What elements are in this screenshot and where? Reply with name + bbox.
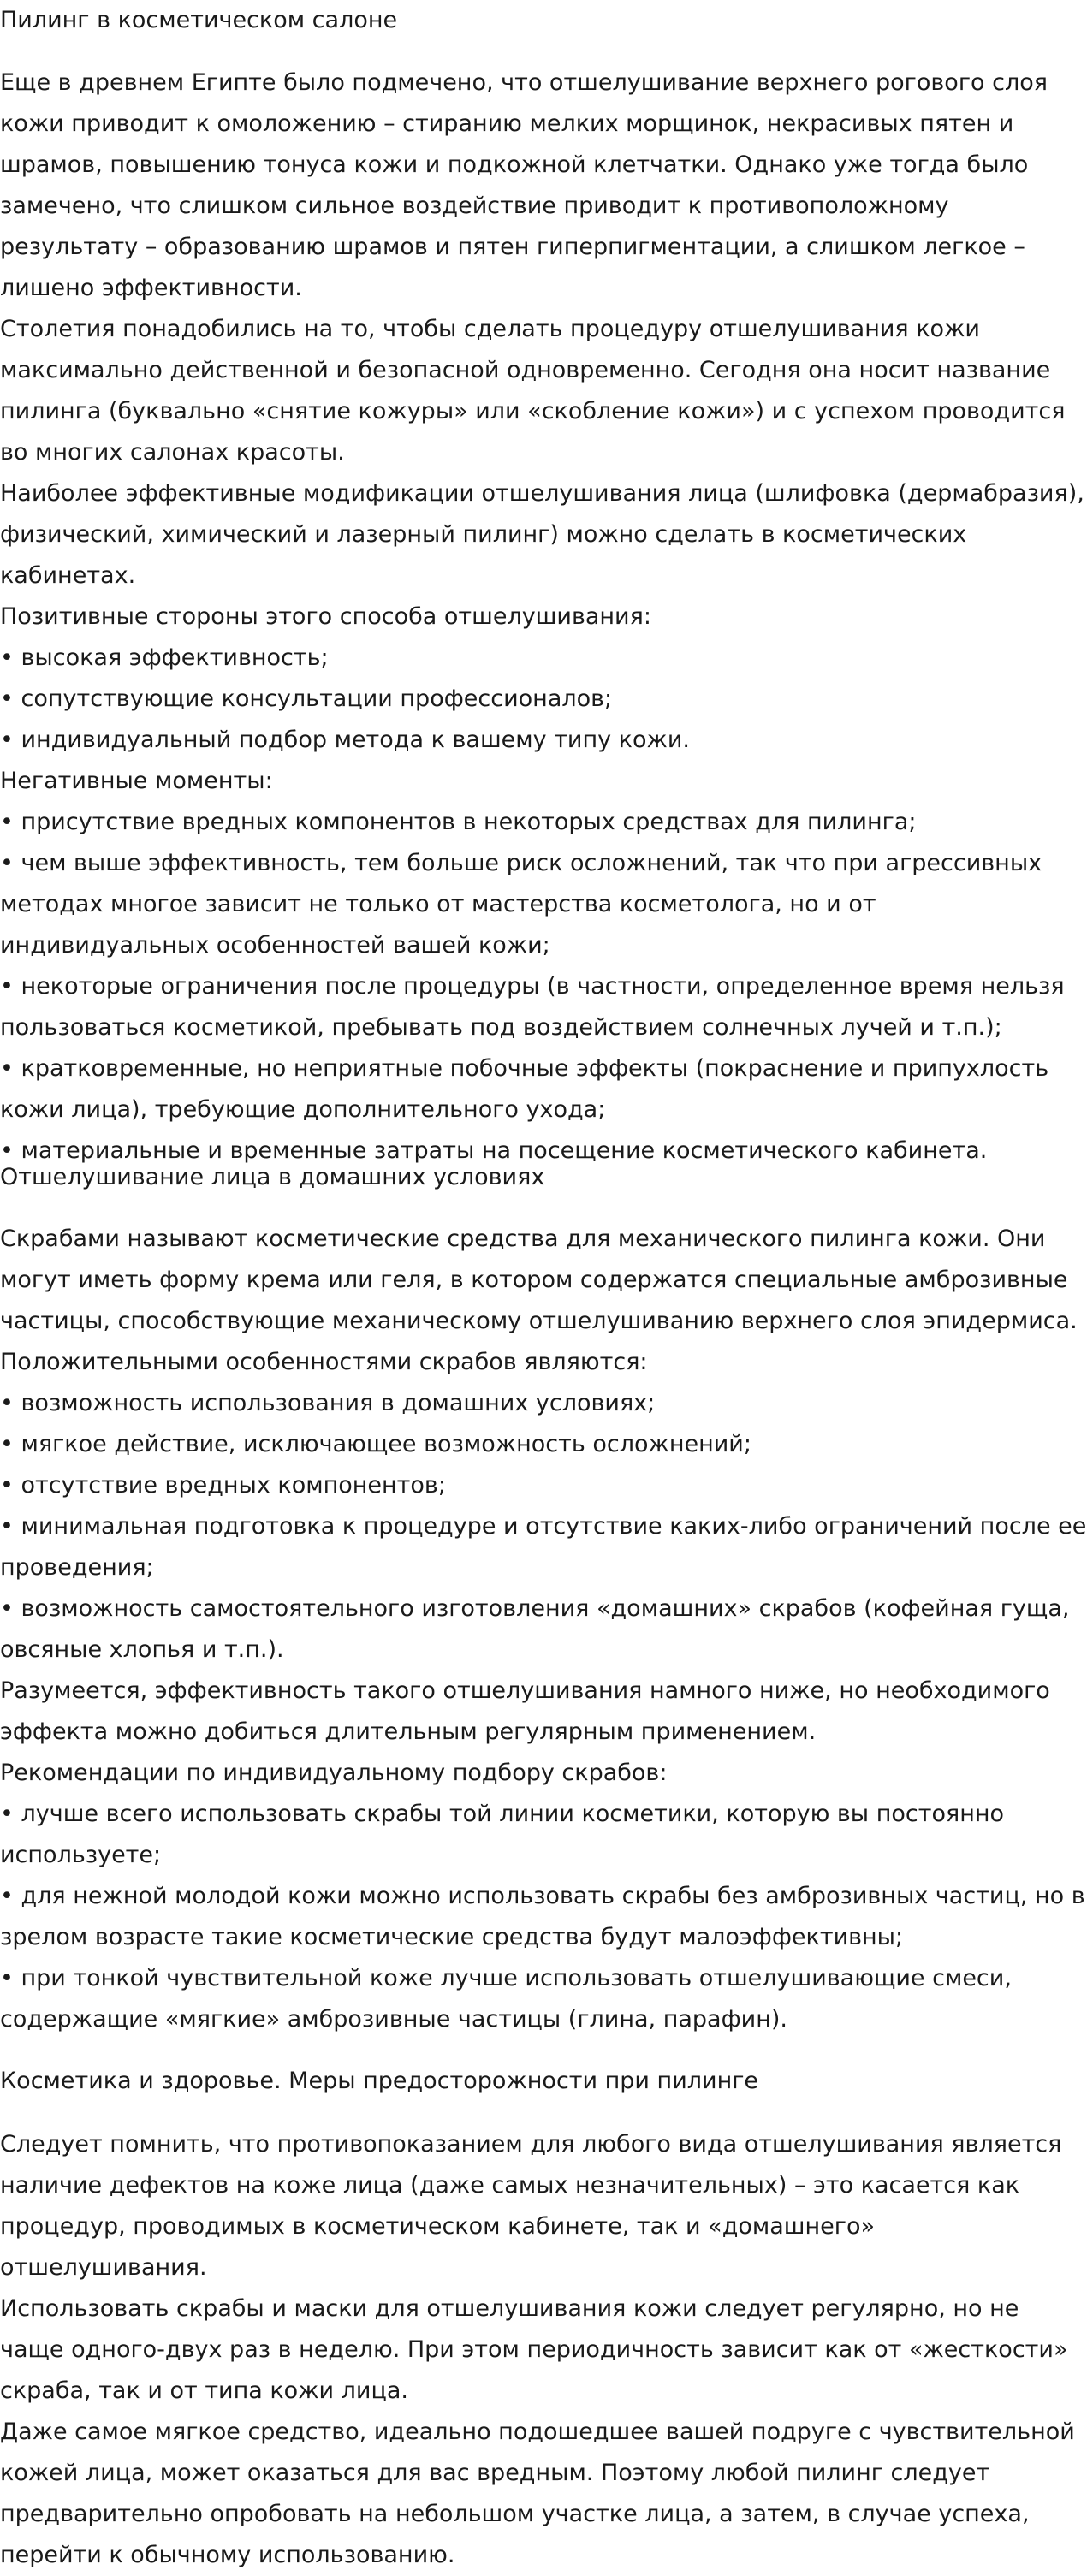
list-item: • материальные и временные затраты на посещение косметического кабинета. <box>0 1137 988 1164</box>
paragraph: Скрабами называют косметические средства для механического пилинга кожи. Они могут иметь форму крема или геля, в котором содержатся специальные амброзивные частицы, способствующие механическому отшелушиванию верхнего слоя эпидермиса. <box>0 1226 1078 1334</box>
list-item: • для нежной молодой кожи можно использовать скрабы без амброзивных частиц, но в зрелом возрасте такие косметические средства будут малоэффективны; <box>0 1883 1085 1950</box>
paragraph: Еще в древнем Египте было подмечено, что отшелушивание верхнего рогового слоя кожи приводит к омоложению – стиранию мелких морщинок, некрасивых пятен и шрамов, повышению тонуса кожи и подкожной клетчатки. Однако уже тогда было замечено, что слишком сильное воздействие приводит к противоположному результату – образованию шрамов и пятен гиперпигментации, а слишком легкое – лишено эффективности. <box>0 69 1048 301</box>
section-body-salon-peeling <box>0 62 1087 1172</box>
paragraph: Разумеется, эффективность такого отшелушивания намного ниже, но необходимого эффекта можно добиться длительным регулярным применением. <box>0 1677 1050 1745</box>
list-item: • возможность использования в домашних условиях; <box>0 1390 656 1416</box>
list-heading: Негативные моменты: <box>0 768 273 794</box>
list-heading: Рекомендации по индивидуальному подбору скрабов: <box>0 1760 668 1786</box>
section-heading-precautions: Косметика и здоровье. Меры предосторожности при пилинге <box>0 2068 759 2094</box>
paragraph: Столетия понадобились на то, чтобы сделать процедуру отшелушивания кожи максимально действенной и безопасной одновременно. Сегодня она носит название пилинга (буквально «снятие кожуры» или «скобление кожи») и с успехом проводится во многих салонах красоты. <box>0 316 1066 466</box>
list-item: • индивидуальный подбор метода к вашему типу кожи. <box>0 727 690 753</box>
list-heading: Положительными особенностями скрабов являются: <box>0 1349 648 1375</box>
list-item: • высокая эффективность; <box>0 644 329 671</box>
paragraph: Следует помнить, что противопоказанием для любого вида отшелушивания является наличие дефектов на коже лица (даже самых незначительных) – это касается как процедур, проводимых в косметическом кабинете, так и «домашнего» отшелушивания. <box>0 2131 1062 2281</box>
list-heading: Позитивные стороны этого способа отшелушивания: <box>0 603 651 630</box>
list-item: • мягкое действие, исключающее возможность осложнений; <box>0 1431 751 1457</box>
section-body-home-peeling <box>0 1219 1087 2040</box>
list-item: • кратковременные, но неприятные побочные эффекты (покраснение и припухлость кожи лица), требующие дополнительного ухода; <box>0 1055 1049 1123</box>
list-item: • при тонкой чувствительной коже лучше использовать отшелушивающие смеси, содержащие «мягкие» амброзивные частицы (глина, парафин). <box>0 1965 1012 2033</box>
paragraph: Использовать скрабы и маски для отшелушивания кожи следует регулярно, но не чаще одного-двух раз в неделю. При этом периодичность зависит как от «жесткости» скраба, так и от типа кожи лица. <box>0 2295 1068 2404</box>
list-item: • лучше всего использовать скрабы той линии косметики, которую вы постоянно используете; <box>0 1801 1005 1868</box>
list-item: • чем выше эффективность, тем больше риск осложнений, так что при агрессивных методах многое зависит не только от мастерства косметолога, но и от индивидуальных особенностей вашей кожи; <box>0 850 1042 959</box>
list-item: • отсутствие вредных компонентов; <box>0 1472 446 1499</box>
paragraph: Даже самое мягкое средство, идеально подошедшее вашей подруге с чувствительной кожей лица, может оказаться для вас вредным. Поэтому любой пилинг следует предварительно опробовать на небольшом участке лица, а затем, в случае успеха, перейти к обычному использованию. <box>0 2419 1075 2568</box>
list-item: • сопутствующие консультации профессионалов; <box>0 686 613 712</box>
section-heading-salon-peeling: Пилинг в косметическом салоне <box>0 7 398 33</box>
section-heading-home-peeling: Отшелушивание лица в домашних условиях <box>0 1164 545 1190</box>
list-item: • возможность самостоятельного изготовления «домашних» скрабов (кофейная гуща, овсяные хлопья и т.п.). <box>0 1595 1070 1663</box>
paragraph: Наиболее эффективные модификации отшелушивания лица (шлифовка (дермабразия), физический, химический и лазерный пилинг) можно сделать в косметических кабинетах. <box>0 480 1084 589</box>
section-body-precautions <box>0 2124 1087 2576</box>
list-item: • присутствие вредных компонентов в некоторых средствах для пилинга; <box>0 809 917 835</box>
list-item: • минимальная подготовка к процедуре и отсутствие каких-либо ограничений после ее проведения; <box>0 1513 1087 1581</box>
list-item: • некоторые ограничения после процедуры (в частности, определенное время нельзя пользоваться косметикой, пребывать под воздействием солнечных лучей и т.п.); <box>0 973 1065 1041</box>
